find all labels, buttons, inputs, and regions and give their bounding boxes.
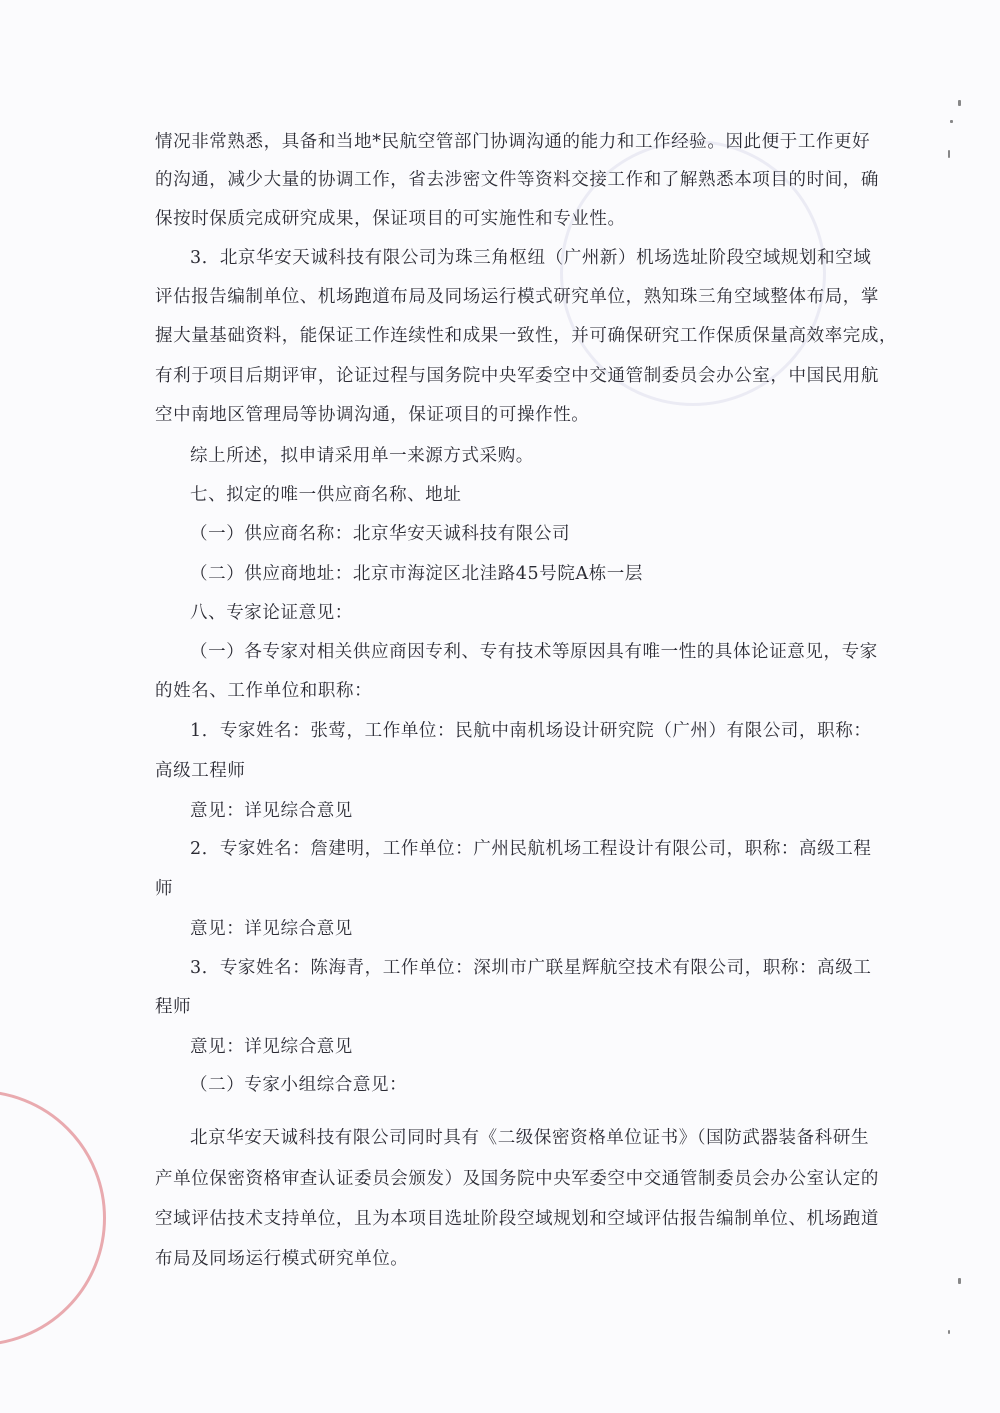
expert-title: 师 [155,879,174,899]
paragraph-line: 的姓名、工作单位和职称： [155,681,373,701]
paragraph-line: 3．北京华安天诚科技有限公司为珠三角枢纽（广州新）机场选址阶段空域规划和空域 [190,248,872,268]
paragraph-line: 情况非常熟悉，具备和当地*民航空管部门协调沟通的能力和工作经验。因此便于工作更好 [155,132,871,152]
scan-speck [950,120,953,123]
expert-entry: 3．专家姓名：陈海青，工作单位：深圳市广联星辉航空技术有限公司，职称：高级工 [190,958,872,978]
scan-speck [958,1278,961,1284]
section-heading: 八、专家论证意见： [190,603,353,623]
section-heading: 七、拟定的唯一供应商名称、地址 [190,485,462,505]
expert-title: 程师 [155,997,192,1017]
expert-entry: 2．专家姓名：詹建明，工作单位：广州民航机场工程设计有限公司，职称：高级工程 [190,839,872,859]
paragraph-line: （一）各专家对相关供应商因专利、专有技术等原因具有唯一性的具体论证意见，专家 [190,642,878,662]
paragraph-line: 评估报告编制单位、机场跑道布局及同场运行模式研究单位，熟知珠三角空域整体布局，掌 [155,287,879,307]
paragraph-line: 综上所述，拟申请采用单一来源方式采购。 [190,446,534,466]
section-heading: （二）专家小组综合意见： [190,1075,408,1095]
expert-opinion: 意见：详见综合意见 [190,1037,353,1057]
paragraph-line: 产单位保密资格审查认证委员会颁发）及国务院中央军委空中交通管制委员会办公室认定的 [155,1169,879,1189]
paragraph-line: 空域评估技术支持单位，且为本项目选址阶段空域规划和空域评估报告编制单位、机场跑道 [155,1209,879,1229]
expert-opinion: 意见：详见综合意见 [190,801,353,821]
expert-entry: 1．专家姓名：张莺，工作单位：民航中南机场设计研究院（广州）有限公司，职称： [190,721,872,741]
scan-speck [948,1330,950,1334]
supplier-address: （二）供应商地址：北京市海淀区北洼路45号院A栋一层 [190,564,644,584]
scan-speck [948,150,950,158]
paragraph-line: 保按时保质完成研究成果，保证项目的可实施性和专业性。 [155,209,626,229]
paragraph-line: 握大量基础资料，能保证工作连续性和成果一致性，并可确保研究工作保质保量高效率完成， [155,326,898,346]
red-seal-stamp [0,1090,106,1346]
paragraph-line: 空中南地区管理局等协调沟通，保证项目的可操作性。 [155,405,590,425]
supplier-name: （一）供应商名称：北京华安天诚科技有限公司 [190,524,571,544]
paragraph-line: 北京华安天诚科技有限公司同时具有《二级保密资格单位证书》（国防武器装备科研生 [190,1128,870,1148]
paragraph-line: 的沟通，减少大量的协调工作，省去涉密文件等资料交接工作和了解熟悉本项目的时间，确 [155,170,879,190]
expert-opinion: 意见：详见综合意见 [190,919,353,939]
paragraph-line: 有利于项目后期评审，论证过程与国务院中央军委空中交通管制委员会办公室，中国民用航 [155,366,879,386]
paragraph-line: 布局及同场运行模式研究单位。 [155,1249,409,1269]
expert-title: 高级工程师 [155,761,246,781]
scan-speck [958,100,961,106]
